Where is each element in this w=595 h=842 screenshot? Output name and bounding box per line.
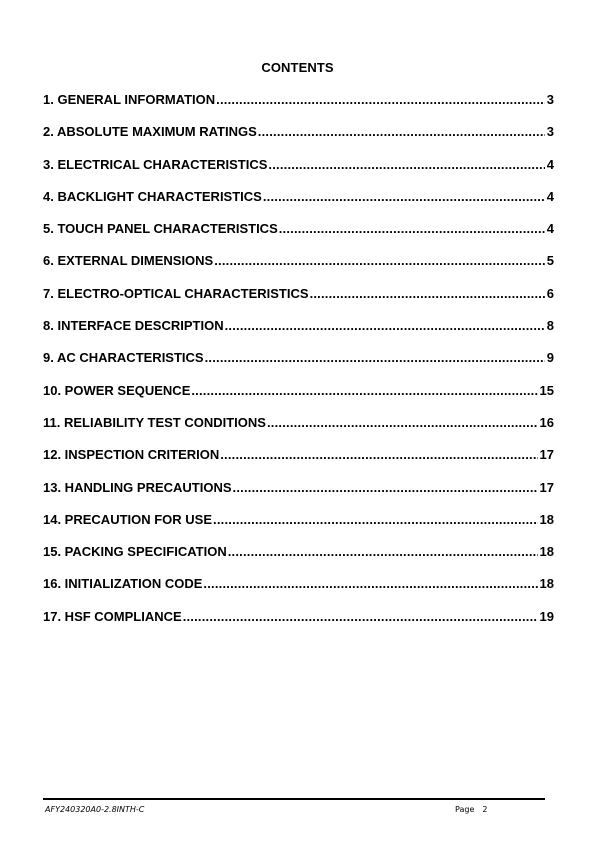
toc-entry[interactable] (43, 318, 554, 350)
toc-entry-title: 14. PRECAUTION FOR USE (43, 511, 213, 527)
toc-dot-leader (216, 92, 545, 108)
footer-page-number: 2 (482, 805, 488, 814)
toc-dot-leader (205, 350, 545, 366)
toc-dot-leader (214, 253, 545, 269)
toc-entry-title: 16. INITIALIZATION CODE (43, 576, 203, 592)
toc-entry[interactable] (43, 576, 554, 608)
toc-entry[interactable] (43, 609, 554, 641)
toc-dot-leader (220, 447, 537, 463)
toc-entry[interactable] (43, 253, 554, 285)
toc-entry[interactable] (43, 350, 554, 382)
toc-entry[interactable] (43, 512, 554, 544)
toc-dot-leader (225, 318, 545, 334)
toc-entry-page: 4 (546, 156, 554, 172)
toc-entry[interactable] (43, 92, 554, 124)
toc-dot-leader (191, 383, 537, 399)
toc-entry-page: 3 (546, 92, 554, 107)
toc-entry-title: 2. ABSOLUTE MAXIMUM RATINGS (43, 124, 257, 140)
toc-entry-title: 11. RELIABILITY TEST CONDITIONS (43, 414, 266, 430)
toc-dot-leader (228, 544, 538, 560)
toc-dot-leader (279, 221, 545, 237)
toc-entry-page: 16 (539, 414, 554, 430)
footer-rule-right (325, 798, 545, 800)
toc-entry-page: 5 (546, 253, 554, 269)
toc-dot-leader (213, 512, 538, 528)
toc-entry-page: 19 (539, 608, 554, 624)
toc-entry-page: 8 (546, 318, 554, 334)
toc-entry-page: 6 (546, 285, 554, 301)
toc-entry-title: 17. HSF COMPLIANCE (43, 608, 182, 624)
toc-dot-leader (268, 157, 544, 173)
footer-document-id: AFY240320A0-2.8INTH-C (45, 805, 145, 814)
toc-entry-title: 12. INSPECTION CRITERION (43, 447, 220, 463)
toc-entry[interactable] (43, 447, 554, 479)
toc-entry[interactable] (43, 544, 554, 576)
toc-entry[interactable] (43, 286, 554, 318)
toc-dot-leader (310, 286, 545, 302)
toc-entry-title: 3. ELECTRICAL CHARACTERISTICS (43, 156, 268, 172)
footer-page-label: Page (455, 805, 475, 814)
toc-dot-leader (267, 415, 538, 431)
toc-entry[interactable] (43, 189, 554, 221)
toc-entry[interactable] (43, 157, 554, 189)
toc-entry-title: 8. INTERFACE DESCRIPTION (43, 318, 224, 334)
toc-entry-page: 4 (546, 221, 554, 237)
toc-entry-page: 9 (546, 350, 554, 366)
table-of-contents (43, 92, 554, 641)
toc-entry[interactable] (43, 124, 554, 156)
toc-entry-page: 18 (539, 576, 554, 592)
toc-entry-page: 15 (539, 382, 554, 398)
toc-dot-leader (203, 576, 537, 592)
toc-entry[interactable] (43, 415, 554, 447)
toc-entry-page: 18 (539, 544, 554, 560)
toc-entry-title: 1. GENERAL INFORMATION (43, 92, 216, 107)
toc-dot-leader (258, 124, 545, 140)
toc-dot-leader (233, 480, 538, 496)
toc-entry-page: 3 (546, 124, 554, 140)
toc-entry-page: 4 (546, 188, 554, 204)
toc-entry-page: 17 (539, 479, 554, 495)
toc-entry-title: 15. PACKING SPECIFICATION (43, 544, 227, 560)
toc-entry[interactable] (43, 383, 554, 415)
toc-entry-title: 6. EXTERNAL DIMENSIONS (43, 253, 214, 269)
toc-entry-title: 9. AC CHARACTERISTICS (43, 350, 204, 366)
toc-dot-leader (183, 609, 538, 625)
toc-entry[interactable] (43, 480, 554, 512)
toc-entry[interactable] (43, 221, 554, 253)
footer-page-indicator (455, 805, 487, 814)
toc-entry-page: 17 (539, 447, 554, 463)
toc-entry-title: 13. HANDLING PRECAUTIONS (43, 479, 232, 495)
footer-rule-left (43, 798, 325, 800)
toc-entry-title: 10. POWER SEQUENCE (43, 382, 191, 398)
toc-entry-title: 5. TOUCH PANEL CHARACTERISTICS (43, 221, 278, 237)
contents-title: CONTENTS (261, 60, 334, 75)
toc-entry-page: 18 (539, 511, 554, 527)
toc-entry-title: 4. BACKLIGHT CHARACTERISTICS (43, 188, 262, 204)
toc-entry-title: 7. ELECTRO-OPTICAL CHARACTERISTICS (43, 285, 309, 301)
toc-dot-leader (263, 189, 545, 205)
